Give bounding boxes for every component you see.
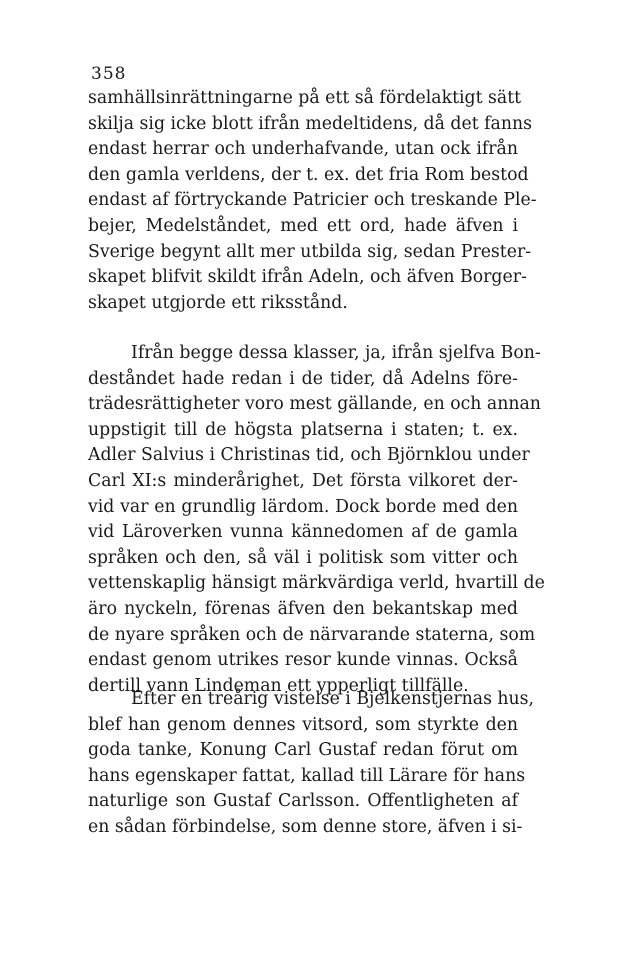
paragraph-1	[88, 86, 537, 316]
text-line: äro nyckeln, förenas äfven den bekantskap med	[88, 598, 518, 619]
text-line: naturlige son Gustaf Carlsson. Offentligheten af	[88, 791, 518, 812]
text-line: skapet utgjorde ett riksstånd.	[88, 292, 348, 313]
text-line: endast af förtryckande Patricier och treskande Ple-	[88, 190, 537, 211]
text-line: samhällsinrättningarne på ett så fördelaktigt sätt	[88, 88, 522, 108]
text-line: Efter en treårig vistelse i Bjelkenstjernas hus,	[131, 689, 535, 709]
text-line: vid Läroverken vunna kännedomen af de gamla	[88, 522, 518, 543]
text-line: Sverige begynt allt mer utbilda sig, sedan Prester-	[88, 241, 532, 262]
text-line: bejer, Medelståndet, med ett ord, hade äfven i	[88, 215, 518, 236]
text-line: de nyare språken och de närvarande staterna, som	[88, 624, 536, 645]
text-line: vid var en grundlig lärdom. Dock borde med den	[88, 496, 518, 517]
text-line: vettenskaplig hänsigt märkvärdiga verld, hvartill de	[88, 573, 545, 594]
text-line: skapet blifvit skildt ifrån Adeln, och äfven Borger-	[88, 267, 527, 288]
text-line: språken och den, så väl i politisk som vitter och	[88, 547, 518, 568]
text-line: endast genom utrikes resor kunde vinnas. Också	[88, 650, 518, 671]
paragraph-3	[88, 687, 535, 841]
text-line: uppstigit till de högsta platserna i staten; t. ex.	[88, 419, 518, 440]
text-line: Carl XI:s minderårighet, Det första vilkoret der-	[88, 470, 518, 491]
text-line: skilja sig icke blott ifrån medeltidens, då det fanns	[88, 113, 532, 134]
text-line: deståndet hade redan i de tider, då Adelns före-	[88, 368, 518, 389]
text-line: trädesrättigheter voro mest gällande, en och annan	[88, 394, 541, 415]
text-line: dertill vann Lindeman ett ypperligt tillfälle.	[88, 675, 469, 696]
text-line: den gamla verldens, der t. ex. det fria Rom bestod	[88, 164, 529, 185]
text-line: en sådan förbindelse, som denne store, äfven i si-	[88, 816, 523, 837]
page-number: 358	[91, 64, 127, 84]
text-line: Adler Salvius i Christinas tid, och Björnklou under	[88, 445, 530, 466]
text-line: endast herrar och underhafvande, utan ock ifrån	[88, 139, 518, 160]
text-line: hans egenskaper fattat, kallad till Lärare för hans	[88, 765, 526, 786]
text-line: Ifrån begge dessa klasser, ja, ifrån sjelfva Bon-	[131, 343, 541, 363]
text-line: goda tanke, Konung Carl Gustaf redan förut om	[88, 740, 518, 761]
text-line: blef han genom dennes vitsord, som styrkte den	[88, 714, 518, 735]
